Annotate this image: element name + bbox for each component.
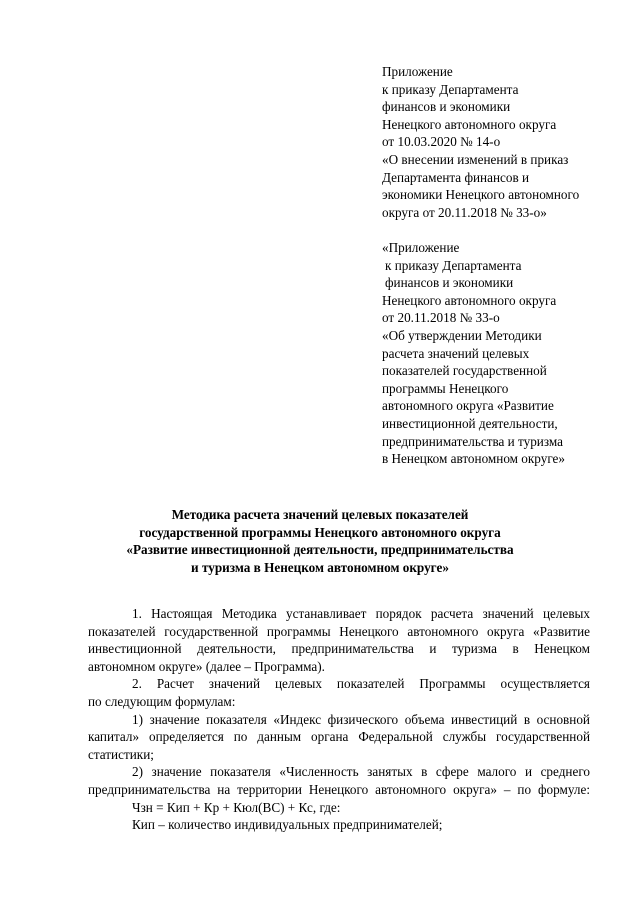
appendix-line: от 10.03.2020 № 14-о <box>382 134 501 150</box>
appendix-line: Приложение <box>382 64 453 79</box>
paragraph-line: капитал» определяется по данным органа Федеральной службы государственной <box>88 729 590 745</box>
paragraph-line: показателей государственной программы Ненецкого автономного округа «Развитие <box>88 623 590 639</box>
appendix-header-original <box>382 239 632 468</box>
title-line: Методика расчета значений целевых показателей <box>171 507 469 522</box>
appendix-line: к приказу Департамента <box>382 81 519 97</box>
title-line: «Развитие инвестиционной деятельности, предпринимательства <box>126 542 514 558</box>
paragraph-line: автономном округе» (далее – Программа). <box>88 658 325 674</box>
paragraph-line: статистики; <box>88 746 154 762</box>
paragraph-line: 1. Настоящая Методика устанавливает порядок расчета значений целевых <box>132 606 590 621</box>
appendix-line: «О внесении изменений в приказ <box>382 151 569 167</box>
appendix-line: от 20.11.2018 № 33-о <box>382 310 500 326</box>
title-line: и туризма в Ненецком автономном округе» <box>191 559 449 575</box>
paragraph-line: Кип – количество индивидуальных предпринимателей; <box>132 817 443 833</box>
appendix-line: экономики Ненецкого автономного <box>382 187 580 203</box>
appendix-line: предпринимательства и туризма <box>382 433 563 449</box>
appendix-line: инвестиционной деятельности, <box>382 415 558 431</box>
appendix-line: финансов и экономики <box>382 99 511 115</box>
formula-line: Чзн = Кип + Кр + Кюл(ВС) + Кс, где: <box>132 799 341 815</box>
appendix-line: программы Ненецкого <box>382 380 509 396</box>
appendix-line: «Приложение <box>382 240 460 255</box>
paragraph-line: 2) значение показателя «Численность занятых в сфере малого и среднего <box>132 764 590 780</box>
appendix-line: автономного округа «Развитие <box>382 398 554 414</box>
appendix-line: расчета значений целевых <box>382 345 530 361</box>
appendix-header-current <box>382 63 632 221</box>
paragraph-line: по следующим формулам: <box>88 693 236 709</box>
appendix-line: Ненецкого автономного округа <box>382 116 557 132</box>
appendix-line: Ненецкого автономного округа <box>382 292 557 308</box>
paragraph-line: инвестиционной деятельности, предпринимательства и туризма в Ненецком <box>88 641 590 657</box>
document-title <box>0 506 640 576</box>
document-body <box>88 605 590 834</box>
appendix-line: «Об утверждении Методики <box>382 327 542 343</box>
paragraph-line: предпринимательства на территории Ненецкого автономного округа» – по формуле: <box>88 781 590 797</box>
paragraph-line: 1) значение показателя «Индекс физического объема инвестиций в основной <box>132 711 590 727</box>
appendix-line: финансов и экономики <box>385 275 514 291</box>
paragraph-line: 2. Расчет значений целевых показателей Программы осуществляется <box>132 676 590 692</box>
title-line: государственной программы Ненецкого автономного округа <box>139 524 501 540</box>
appendix-line: в Ненецком автономном округе» <box>382 451 566 467</box>
appendix-line: показателей государственной <box>382 363 547 379</box>
appendix-line: к приказу Департамента <box>385 257 522 273</box>
appendix-line: округа от 20.11.2018 № 33-о» <box>382 204 547 220</box>
appendix-line: Департамента финансов и <box>382 169 530 185</box>
